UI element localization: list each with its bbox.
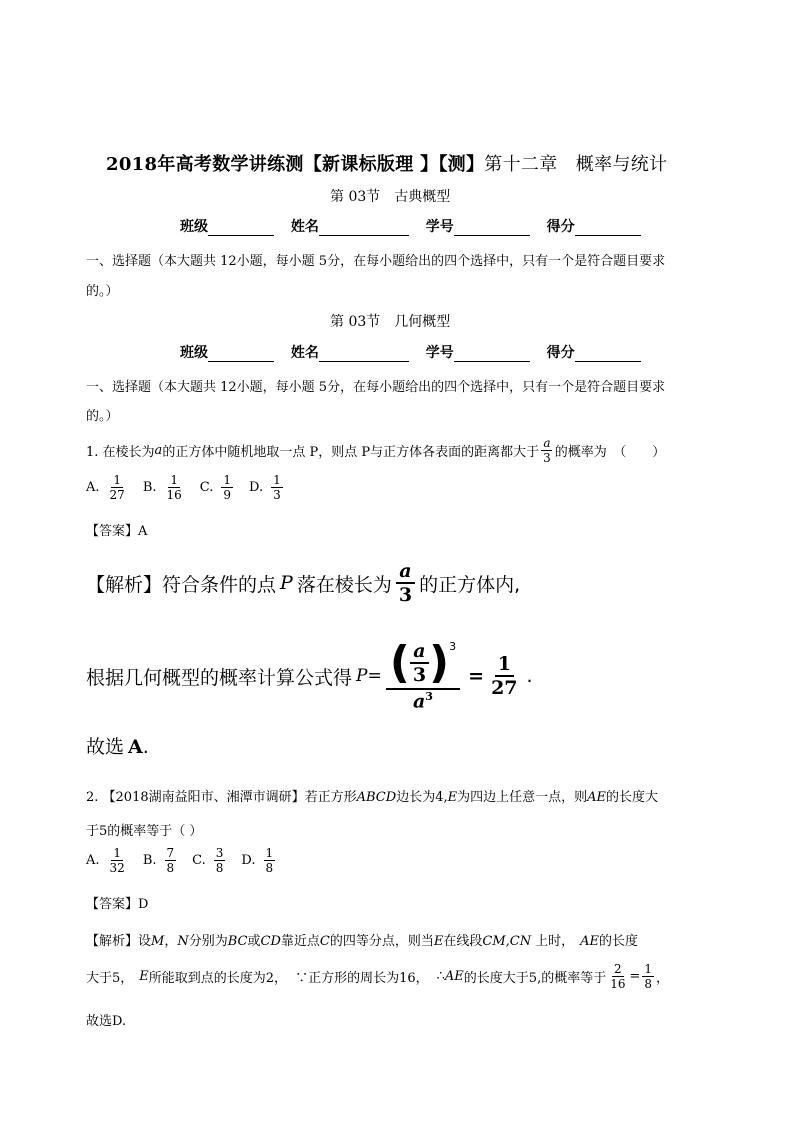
var-m: M bbox=[151, 934, 165, 949]
fraction-denominator: 3 bbox=[273, 488, 281, 502]
section-heading-classical: 第 03节 古典概型 bbox=[330, 189, 451, 205]
analysis-text: 根据几何概型的概率计算公式得 bbox=[86, 666, 353, 689]
var-abcd: ABCD bbox=[356, 790, 397, 805]
analysis-text: 大于5， bbox=[86, 971, 134, 986]
analysis-text: 靠近点 bbox=[280, 934, 320, 949]
instructions-line2: 的。） bbox=[86, 284, 119, 299]
q2-analysis-line3: 故选D. bbox=[86, 1014, 127, 1029]
fraction-numerator: a bbox=[543, 436, 551, 450]
q1-stem-text: 1. 在棱长为 bbox=[86, 445, 155, 460]
analysis-text: 【解析】设 bbox=[86, 934, 152, 949]
info-fields-row-1 bbox=[180, 216, 641, 236]
equals-sign: = bbox=[629, 969, 641, 984]
var-e: E bbox=[139, 969, 149, 984]
class-label: 班级 bbox=[180, 219, 208, 235]
fraction-denominator: 16 bbox=[610, 977, 626, 991]
q1-fraction bbox=[541, 436, 553, 465]
q2-stem-line1 bbox=[86, 786, 658, 805]
inner-fraction bbox=[410, 640, 429, 686]
fraction-1-8 bbox=[642, 962, 654, 991]
page-title bbox=[106, 150, 667, 176]
var-ae: AE bbox=[587, 790, 606, 805]
name-label: 姓名 bbox=[290, 345, 319, 361]
class-blank[interactable] bbox=[208, 221, 274, 236]
q2-option-b[interactable] bbox=[143, 846, 178, 875]
name-blank[interactable] bbox=[319, 221, 409, 236]
id-blank[interactable] bbox=[454, 347, 530, 362]
q2-stem-text: 的长度大 bbox=[606, 790, 659, 805]
var-bc: BC bbox=[227, 934, 248, 949]
fraction-numerator: 2 bbox=[614, 962, 622, 976]
q1-option-c[interactable] bbox=[200, 473, 235, 502]
result-fraction bbox=[488, 653, 520, 699]
formula-denominator bbox=[413, 690, 433, 712]
var-c: C bbox=[319, 934, 330, 949]
analysis-text: 所能取到点的长度为2， bbox=[148, 971, 288, 986]
q2-stem-line2: 于5的概率等于（ ） bbox=[86, 824, 203, 839]
option-label: A. bbox=[86, 853, 100, 868]
analysis-text: 【解析】符合条件的点 bbox=[86, 573, 277, 596]
period: . bbox=[142, 736, 149, 758]
option-label: C. bbox=[192, 853, 206, 868]
analysis-text: 分别为 bbox=[188, 934, 228, 949]
analysis-text: 的长度 bbox=[599, 934, 639, 949]
q2-option-d[interactable] bbox=[241, 846, 277, 875]
var-cd: CD bbox=[260, 934, 281, 949]
fraction-denominator: 16 bbox=[166, 488, 182, 502]
var-e: E bbox=[433, 934, 444, 949]
q2-stem-text: 2. 【2018湖南益阳市、湘潭市调研】若正方形 bbox=[86, 790, 357, 805]
q1-option-a[interactable] bbox=[86, 473, 129, 502]
analysis-text: ,的概率等于 bbox=[537, 971, 607, 986]
title-part3: 第十二章 概率与统计 bbox=[484, 154, 668, 175]
q2-option-c[interactable] bbox=[192, 846, 227, 875]
therefore-sign: ∴ bbox=[436, 969, 445, 984]
analysis-text: 在线段 bbox=[443, 934, 483, 949]
fraction-denominator: 8 bbox=[166, 861, 175, 875]
id-label: 学号 bbox=[425, 219, 454, 235]
fraction-denominator: 9 bbox=[223, 488, 232, 502]
exponent: 3 bbox=[449, 640, 457, 653]
q1-option-b[interactable] bbox=[143, 473, 186, 502]
title-part2: 【新课标版理 】【测】 bbox=[303, 154, 485, 175]
q2-stem-text: 为四边上任意一点，则 bbox=[457, 790, 588, 805]
formula-p: P= bbox=[356, 666, 382, 687]
name-label: 姓名 bbox=[290, 219, 319, 235]
instructions-line2: 的。） bbox=[86, 409, 119, 424]
fraction-numerator: 1 bbox=[113, 846, 121, 860]
title-part1: 年高考数学讲练测 bbox=[157, 154, 304, 175]
q1-options bbox=[86, 473, 299, 502]
fraction-numerator: 1 bbox=[170, 473, 178, 487]
id-blank[interactable] bbox=[454, 221, 530, 236]
analysis-text: 上时， bbox=[535, 934, 575, 949]
left-paren: ( bbox=[389, 637, 410, 688]
fraction-numerator: 3 bbox=[215, 846, 224, 860]
q2-analysis-line2 bbox=[86, 962, 669, 991]
fraction-numerator: 1 bbox=[644, 962, 653, 976]
fraction-denominator: 8 bbox=[644, 977, 653, 991]
q1-analysis-line2 bbox=[86, 637, 533, 713]
equals-sign: = bbox=[468, 665, 485, 688]
score-label: 得分 bbox=[546, 345, 575, 361]
fraction-denominator: 3 bbox=[398, 584, 413, 606]
formula-numerator bbox=[386, 637, 460, 690]
option-label: D. bbox=[249, 480, 264, 495]
option-label: D. bbox=[241, 853, 256, 868]
var-n: N bbox=[177, 934, 189, 949]
q1-stem-text: 的概率为 （ ） bbox=[554, 445, 666, 460]
q2-options bbox=[86, 846, 291, 875]
formula-big-fraction bbox=[386, 637, 460, 713]
name-blank[interactable] bbox=[319, 347, 409, 362]
fraction-denominator: 8 bbox=[265, 861, 274, 875]
answer-letter: A bbox=[128, 736, 143, 758]
id-label: 学号 bbox=[425, 345, 454, 361]
analysis-text: ， bbox=[656, 971, 670, 986]
analysis-text: ∵正方形的周长为16， bbox=[295, 971, 429, 986]
fraction-denominator: 32 bbox=[109, 861, 125, 875]
analysis-text: 故选 bbox=[86, 736, 125, 758]
q2-answer: 【答案】D bbox=[86, 897, 149, 912]
section-heading-geometric: 第 03节 几何概型 bbox=[330, 314, 451, 330]
period: . bbox=[526, 665, 533, 688]
q1-answer: 【答案】A bbox=[86, 524, 148, 539]
fraction-numerator: 1 bbox=[223, 473, 232, 487]
fraction-denominator: 27 bbox=[491, 677, 518, 700]
fraction-numerator: 1 bbox=[113, 473, 121, 487]
var-p: P bbox=[280, 572, 293, 594]
den-var: a bbox=[412, 690, 426, 713]
analysis-text: 落在棱长为 bbox=[296, 573, 392, 596]
option-label: B. bbox=[142, 853, 157, 868]
var-ae: AE bbox=[444, 969, 464, 984]
q1-option-d[interactable] bbox=[249, 473, 285, 502]
analysis-text: 的长度大于5 bbox=[463, 971, 538, 986]
info-fields-row-2 bbox=[180, 342, 641, 362]
instructions-line1: 一、选择题（本大题共 12小题，每小题 5分，在每小题给出的四个选择中，只有一个是符合题目要求 bbox=[86, 380, 666, 395]
q2-option-a[interactable] bbox=[86, 846, 129, 875]
fraction-denominator: 8 bbox=[215, 861, 224, 875]
option-label: C. bbox=[199, 480, 214, 495]
fraction-numerator: a bbox=[396, 560, 414, 584]
score-label: 得分 bbox=[546, 219, 575, 235]
analysis-text: 或 bbox=[247, 934, 261, 949]
fraction-denominator: 3 bbox=[412, 664, 427, 686]
var-ae: AE bbox=[580, 934, 599, 949]
q1-stem-text: 的正方体中随机地取一点 P，则点 P与正方体各表面的距离都大于 bbox=[162, 445, 540, 460]
analysis-text: ， bbox=[164, 934, 178, 949]
class-label: 班级 bbox=[180, 345, 208, 361]
q1-var-a: a bbox=[154, 443, 163, 458]
option-label: B. bbox=[142, 480, 157, 495]
q2-stem-text: 边长为4, bbox=[396, 790, 448, 805]
exponent: 3 bbox=[425, 690, 433, 703]
analysis-text: 的四等分点，则当 bbox=[329, 934, 434, 949]
q1-stem bbox=[86, 436, 665, 465]
score-blank[interactable] bbox=[575, 221, 641, 236]
right-paren: ) bbox=[429, 637, 450, 688]
option-label: A. bbox=[86, 480, 100, 495]
fraction-numerator: 7 bbox=[166, 846, 175, 860]
class-blank[interactable] bbox=[208, 347, 274, 362]
var-e: E bbox=[447, 790, 458, 805]
var-segments: CM,CN bbox=[482, 934, 532, 949]
title-year: 2018 bbox=[106, 154, 158, 175]
score-blank[interactable] bbox=[575, 347, 641, 362]
analysis-fraction bbox=[396, 560, 415, 606]
fraction-denominator: 27 bbox=[109, 488, 125, 502]
q1-analysis-line1 bbox=[86, 560, 520, 606]
fraction-2-16 bbox=[608, 962, 627, 991]
instructions-line1: 一、选择题（本大题共 12小题，每小题 5分，在每小题给出的四个选择中，只有一个是符合题目要求 bbox=[86, 254, 666, 269]
q1-analysis-line3 bbox=[86, 732, 149, 759]
fraction-numerator: 1 bbox=[495, 653, 514, 677]
fraction-numerator: 1 bbox=[273, 473, 281, 487]
q2-analysis-line1 bbox=[86, 930, 638, 949]
fraction-numerator: a bbox=[410, 640, 428, 664]
analysis-text: 的正方体内, bbox=[419, 573, 521, 596]
fraction-numerator: 1 bbox=[265, 846, 274, 860]
fraction-denominator: 3 bbox=[543, 451, 551, 465]
